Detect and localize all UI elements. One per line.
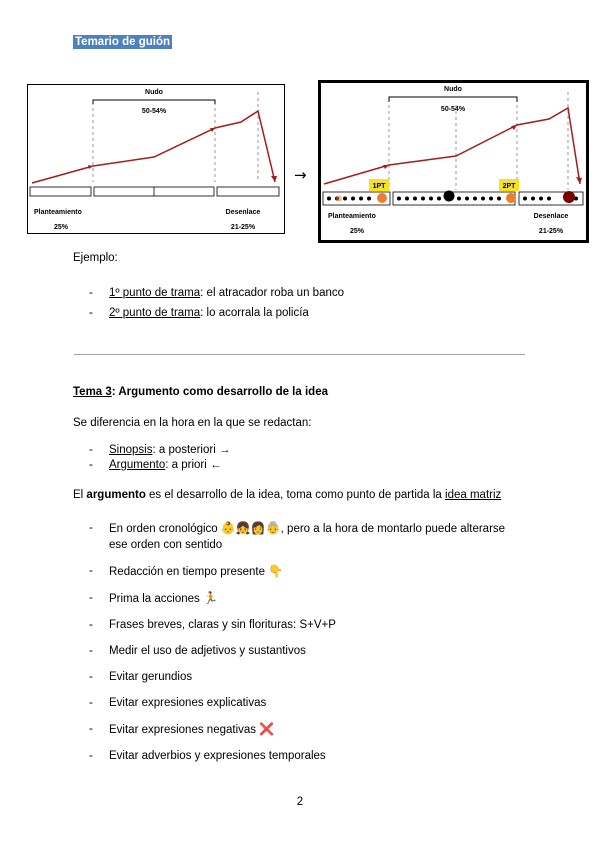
list-item: - Evitar expresiones explicativas — [89, 697, 267, 709]
example-label: Ejemplo: — [73, 252, 118, 264]
nudo-percentage-right: 50-54% — [440, 106, 466, 113]
plot-point-2-badge: 2PT — [502, 183, 516, 190]
structure-diagram-right — [318, 80, 589, 243]
list-item: - Argumento: a priori ← — [89, 459, 222, 471]
list-item: - 2º punto de trama: lo acorrala la policía — [89, 307, 309, 319]
list-item: - Evitar expresiones negativas ❌ — [89, 722, 275, 736]
planteamiento-percentage: 25% — [53, 224, 69, 231]
section-heading: Tema 3: Argumento como desarrollo de la idea — [73, 386, 328, 398]
desenlace-label-right: Desenlace — [533, 213, 569, 220]
structure-diagram-left — [27, 84, 285, 234]
document-title: Temario de guión — [75, 36, 170, 48]
desenlace-percentage: 21-25% — [230, 224, 256, 231]
nudo-label: Nudo — [145, 89, 163, 96]
list-item: - En orden cronológico 👶👧👩👵, pero a la hora de montarlo puede alterarse ese orden con sentido — [89, 521, 506, 551]
plot-point-2-term: 2º punto de trama — [109, 307, 201, 319]
rules-list — [73, 520, 543, 774]
horizontal-divider — [74, 354, 525, 355]
list-item: - Redacción en tiempo presente 👇 — [89, 564, 284, 578]
desenlace-label: Desenlace — [225, 209, 261, 216]
planteamiento-percentage-right: 25% — [349, 228, 365, 235]
red-cross-icon: ❌ — [259, 722, 275, 736]
example-list — [73, 283, 533, 323]
nudo-label-right: Nudo — [444, 86, 462, 93]
planteamiento-label: Planteamiento — [34, 209, 82, 216]
family-ages-icon: 👶👧👩👵 — [220, 521, 281, 535]
right-arrow: → — [294, 166, 307, 184]
list-item: - Evitar adverbios y expresiones temporales — [89, 750, 326, 762]
list-item: - Sinopsis: a posteriori → — [89, 444, 231, 456]
plot-point-1-term: 1º punto de trama — [109, 287, 201, 299]
argument-definition: El argumento es el desarrollo de la idea, toma como punto de partida la idea matriz — [73, 489, 502, 501]
list-item: - Medir el uso de adjetivos y sustantivos — [89, 645, 306, 657]
plot-point-1-badge: 1PT — [372, 183, 386, 190]
pointing-down-icon: 👇 — [268, 564, 284, 578]
sinopsis-term: Sinopsis — [109, 444, 153, 456]
section-intro: Se diferencia en la hora en la que se redactan: — [73, 417, 312, 429]
idea-matriz-term: idea matriz — [445, 489, 502, 501]
list-item: - Evitar gerundios — [89, 671, 193, 683]
list-item: - 1º punto de trama: el atracador roba un banco — [89, 287, 345, 299]
desenlace-percentage-right: 21-25% — [538, 228, 564, 235]
page-number: 2 — [296, 796, 304, 808]
nudo-percentage: 50-54% — [141, 108, 167, 115]
planteamiento-label-right: Planteamiento — [328, 213, 376, 220]
argumento-term: Argumento — [109, 459, 166, 471]
running-person-icon: 🏃 — [202, 591, 218, 605]
list-item: - Prima la acciones 🏃 — [89, 591, 218, 605]
synopsis-list — [73, 443, 533, 473]
list-item: - Frases breves, claras y sin florituras: S+V+P — [89, 619, 336, 631]
